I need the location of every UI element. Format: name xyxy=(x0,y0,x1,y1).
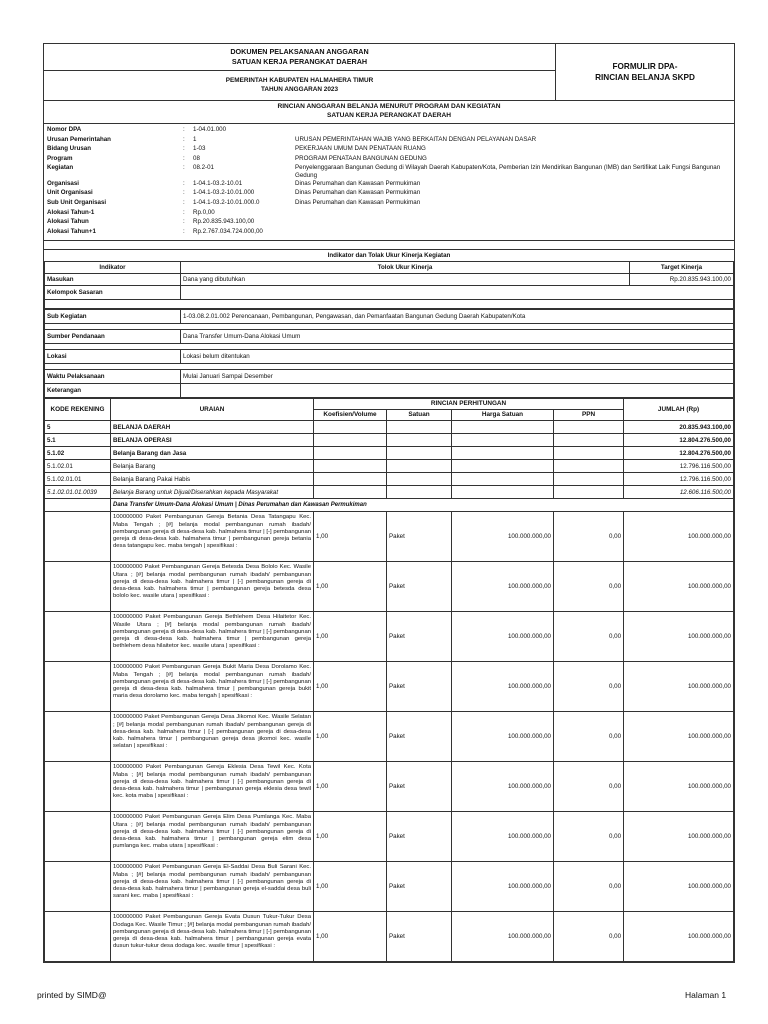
empty-cell xyxy=(45,712,111,762)
empty-cell xyxy=(452,434,554,447)
info-row xyxy=(47,189,731,199)
item-ppn: 0,00 xyxy=(554,812,624,862)
header-government: PEMERINTAH KABUPATEN HALMAHERA TIMUR xyxy=(225,76,374,84)
item-coefficient: 1,00 xyxy=(314,512,387,562)
empty-cell xyxy=(45,562,111,612)
info-label: Alokasi Tahun-1 xyxy=(47,208,95,216)
account-name: Belanja Barang xyxy=(111,460,314,473)
footer-printed-by: printed by SIMD@ xyxy=(37,990,107,1000)
info-row xyxy=(47,145,731,155)
info-description: PEKERJAAN UMUM DAN PENATAAN RUANG xyxy=(295,145,426,153)
info-value: 1-03 xyxy=(193,145,206,153)
info-description: Penyelenggaraan Bangunan Gedung di Wilayah Daerah Kabupaten/Kota, Pemberian Izin Mendirikan Bangunan (IMB) dan Sertifikat Laik Fungsi Bangunan Gedung xyxy=(295,164,721,180)
kinerja-table xyxy=(44,250,734,309)
item-coefficient: 1,00 xyxy=(314,812,387,862)
empty-cell xyxy=(452,486,554,499)
kinerja-col-target: Target Kinerja xyxy=(629,262,733,274)
kinerja-col-tolok: Tolok Ukur Kinerja xyxy=(181,262,630,274)
empty-cell xyxy=(387,460,452,473)
header-title-block xyxy=(44,44,555,71)
empty-cell xyxy=(45,762,111,812)
info-row xyxy=(47,228,731,238)
rincian-table xyxy=(44,398,734,962)
info-block xyxy=(44,124,734,241)
item-unit: Paket xyxy=(387,862,452,912)
item-amount: 100.000.000,00 xyxy=(624,712,734,762)
masukan-target: Rp.20.835.943.100,00 xyxy=(629,274,733,286)
item-unit: Paket xyxy=(387,912,452,962)
info-value: 1-04.1-03.2-10.01 xyxy=(193,179,243,187)
item-unit: Paket xyxy=(387,562,452,612)
empty-cell xyxy=(45,612,111,662)
item-unit-price: 100.000.000,00 xyxy=(452,712,554,762)
empty-cell xyxy=(554,447,624,460)
account-row xyxy=(45,421,734,434)
empty-cell xyxy=(554,434,624,447)
info-value: 08.2-01 xyxy=(193,164,214,172)
empty-cell xyxy=(45,912,111,962)
empty-cell xyxy=(554,421,624,434)
item-coefficient: 1,00 xyxy=(314,762,387,812)
info-label: Program xyxy=(47,154,73,162)
info-description: Dinas Perumahan dan Kawasan Permukiman xyxy=(295,189,421,197)
account-code: 5.1.02.01.01.0039 xyxy=(45,486,111,499)
empty-cell xyxy=(387,447,452,460)
item-coefficient: 1,00 xyxy=(314,712,387,762)
item-description: 100000000 Paket Pembangunan Gereja Evata Dusun Tukur-Tukur Desa Dodaga Kec. Wasile Timur ; [#] belanja modal pembangunan rumah ibadah/ pembangunan gereja di desa-desa kab. halmahera timur | [-] pembangunan gereja di desa-desa kab. halmahera timur | pembangunan gereja evata dusun tukur-tukur desa dodaga kec. wasile timur | spesifikasi : xyxy=(111,912,314,962)
item-unit: Paket xyxy=(387,512,452,562)
meta-value: Mulai Januari Sampai Desember xyxy=(181,370,734,384)
item-ppn: 0,00 xyxy=(554,562,624,612)
info-label: Kegiatan xyxy=(47,164,74,172)
meta-row xyxy=(45,310,734,324)
detail-item-row xyxy=(45,512,734,562)
kinerja-title: Indikator dan Tolak Ukur Kinerja Kegiatan xyxy=(45,250,734,262)
account-code: 5.1.02.01 xyxy=(45,460,111,473)
meta-label: Keterangan xyxy=(45,384,181,398)
item-description: 100000000 Paket Pembangunan Gereja Desa Jikomoi Kec. Wasile Selatan ; [#] belanja modal pembangunan rumah ibadah/ pembangunan gereja di desa-desa kab. halmahera timur | [-] pembangunan gereja di desa-desa kab. halmahera timur | pembangunan gereja desa jikomoi kec. wasile selatan | spesifikasi : xyxy=(111,712,314,762)
item-unit-price: 100.000.000,00 xyxy=(452,562,554,612)
detail-item-row xyxy=(45,912,734,962)
account-row xyxy=(45,447,734,460)
detail-item-row xyxy=(45,612,734,662)
info-label: Unit Organisasi xyxy=(47,189,93,197)
masukan-label: Masukan xyxy=(45,274,181,286)
item-unit-price: 100.000.000,00 xyxy=(452,912,554,962)
empty-cell xyxy=(387,434,452,447)
col-rincian-perhitungan: RINCIAN PERHITUNGAN xyxy=(314,399,624,410)
info-value: Rp.2.767.034.724.000,00 xyxy=(193,227,263,235)
account-name: Belanja Barang dan Jasa xyxy=(111,447,314,460)
kelompok-sasaran-value xyxy=(181,286,734,300)
info-row xyxy=(47,155,731,165)
dpa-document xyxy=(43,43,735,963)
info-colon: : xyxy=(183,208,185,216)
item-ppn: 0,00 xyxy=(554,662,624,712)
item-unit-price: 100.000.000,00 xyxy=(452,812,554,862)
masukan-tolok: Dana yang dibutuhkan xyxy=(181,274,630,286)
empty-cell xyxy=(314,421,387,434)
empty-cell xyxy=(314,473,387,486)
account-row xyxy=(45,473,734,486)
item-unit: Paket xyxy=(387,762,452,812)
info-value: 1-04.1-03.2-10.01.000 xyxy=(193,189,255,197)
col-harga-satuan: Harga Satuan xyxy=(452,410,554,421)
rincian-title-line1: RINCIAN ANGGARAN BELANJA MENURUT PROGRAM DAN KEGIATAN xyxy=(277,103,501,111)
item-amount: 100.000.000,00 xyxy=(624,762,734,812)
item-amount: 100.000.000,00 xyxy=(624,912,734,962)
item-unit: Paket xyxy=(387,712,452,762)
rincian-title xyxy=(44,101,734,124)
item-coefficient: 1,00 xyxy=(314,662,387,712)
info-colon: : xyxy=(183,218,185,226)
form-code-line1: FORMULIR DPA- xyxy=(612,61,678,71)
col-kode-rekening: KODE REKENING xyxy=(45,399,111,421)
info-colon: : xyxy=(183,164,185,172)
account-code: 5.1.02 xyxy=(45,447,111,460)
info-label: Alokasi Tahun xyxy=(47,218,89,226)
info-row xyxy=(47,164,731,180)
info-row xyxy=(47,180,731,190)
account-row xyxy=(45,460,734,473)
item-ppn: 0,00 xyxy=(554,862,624,912)
detail-item-row xyxy=(45,862,734,912)
meta-table xyxy=(44,309,734,398)
item-amount: 100.000.000,00 xyxy=(624,812,734,862)
empty-cell xyxy=(452,460,554,473)
info-row xyxy=(47,218,731,228)
empty-cell xyxy=(314,447,387,460)
empty-cell xyxy=(452,447,554,460)
header-title-line2: SATUAN KERJA PERANGKAT DAERAH xyxy=(231,57,368,66)
meta-label: Sumber Pendanaan xyxy=(45,330,181,344)
meta-value: Dana Transfer Umum-Dana Alokasi Umum xyxy=(181,330,734,344)
funding-group-label: Dana Transfer Umum-Dana Alokasi Umum | Dinas Perumahan dan Kawasan Permukiman xyxy=(111,499,734,512)
header-fiscal-year: TAHUN ANGGARAN 2023 xyxy=(260,85,339,93)
item-unit-price: 100.000.000,00 xyxy=(452,662,554,712)
item-unit: Paket xyxy=(387,662,452,712)
info-value: Rp.0,00 xyxy=(193,208,215,216)
item-amount: 100.000.000,00 xyxy=(624,662,734,712)
empty-cell xyxy=(452,421,554,434)
info-value: 1 xyxy=(193,135,197,143)
item-description: 100000000 Paket Pembangunan Gereja Elim Desa Pumlanga Kec. Maba Utara ; [#] belanja modal pembangunan rumah ibadah/ pembangunan gereja di desa-desa kab. halmahera timur | [-] pembangunan gereja di desa-desa kab. halmahera timur | pembangunan gereja elim desa pumlanga kec. maba utara | spesifikasi : xyxy=(111,812,314,862)
item-coefficient: 1,00 xyxy=(314,562,387,612)
meta-row xyxy=(45,384,734,398)
item-unit-price: 100.000.000,00 xyxy=(452,612,554,662)
meta-row xyxy=(45,370,734,384)
account-amount: 12.804.276.500,00 xyxy=(624,447,734,460)
col-ppn: PPN xyxy=(554,410,624,421)
item-ppn: 0,00 xyxy=(554,712,624,762)
item-description: 100000000 Paket Pembangunan Gereja Betesda Desa Bololo Kec. Wasile Utara ; [#] belanja modal pembangunan rumah ibadah/ pembangunan gereja di desa-desa kab. halmahera timur | [-] pembangunan gereja di desa-desa kab. halmahera timur | pembangunan gereja betesda desa bololo kec. wasile utara | spesifikasi : xyxy=(111,562,314,612)
footer-page-number: Halaman 1 xyxy=(685,990,727,1000)
item-ppn: 0,00 xyxy=(554,612,624,662)
item-ppn: 0,00 xyxy=(554,912,624,962)
item-coefficient: 1,00 xyxy=(314,862,387,912)
info-value: Rp.20.835.943.100,00 xyxy=(193,218,255,226)
account-amount: 12.804.276.500,00 xyxy=(624,434,734,447)
detail-item-row xyxy=(45,812,734,862)
meta-value: 1-03.08.2.01.002 Perencanaan, Pembangunan, Pengawasan, dan Pemanfaatan Bangunan Gedung Daerah Kabupaten/Kota xyxy=(181,310,734,324)
account-name: BELANJA OPERASI xyxy=(111,434,314,447)
account-amount: 12.606.116.500,00 xyxy=(624,486,734,499)
meta-label: Waktu Pelaksanaan xyxy=(45,370,181,384)
meta-label: Sub Kegiatan xyxy=(45,310,181,324)
item-unit: Paket xyxy=(387,612,452,662)
info-value: 1-04.1-03.2-10.01.000.0 xyxy=(193,199,260,207)
info-label: Organisasi xyxy=(47,179,79,187)
info-colon: : xyxy=(183,135,185,143)
item-amount: 100.000.000,00 xyxy=(624,512,734,562)
info-row xyxy=(47,209,731,219)
info-colon: : xyxy=(183,179,185,187)
info-row xyxy=(47,199,731,209)
item-ppn: 0,00 xyxy=(554,762,624,812)
item-ppn: 0,00 xyxy=(554,512,624,562)
col-uraian: URAIAN xyxy=(111,399,314,421)
info-colon: : xyxy=(183,145,185,153)
item-unit-price: 100.000.000,00 xyxy=(452,762,554,812)
empty-cell xyxy=(314,460,387,473)
meta-value: Lokasi belum ditentukan xyxy=(181,350,734,364)
item-description: 100000000 Paket Pembangunan Gereja El-Saddai Desa Buli Sarani Kec. Maba ; [#] belanja modal pembangunan rumah ibadah/ pembangunan gereja di desa-desa kab. halmahera timur | [-] pembangunan gereja di desa-desa kab. halmahera timur | pembangunan gereja el-saddai desa buli sarani kec. maba | spesifikasi : xyxy=(111,862,314,912)
detail-item-row xyxy=(45,562,734,612)
account-name: Belanja Barang untuk Dijual/Diserahkan kepada Masyarakat xyxy=(111,486,314,499)
info-description: URUSAN PEMERINTAHAN WAJIB YANG BERKAITAN DENGAN PELAYANAN DASAR xyxy=(295,135,537,143)
account-name: BELANJA DAERAH xyxy=(111,421,314,434)
account-code: 5 xyxy=(45,421,111,434)
form-code-line2: RINCIAN BELANJA SKPD xyxy=(595,73,695,82)
info-label: Sub Unit Organisasi xyxy=(47,199,107,207)
item-unit: Paket xyxy=(387,812,452,862)
account-amount: 20.835.943.100,00 xyxy=(624,421,734,434)
meta-value xyxy=(181,384,734,398)
item-amount: 100.000.000,00 xyxy=(624,862,734,912)
item-coefficient: 1,00 xyxy=(314,612,387,662)
empty-cell xyxy=(554,460,624,473)
info-value: 1-04.01.000 xyxy=(193,126,227,133)
info-description: Dinas Perumahan dan Kawasan Permukiman xyxy=(295,199,421,207)
empty-cell xyxy=(387,473,452,486)
info-description: PROGRAM PENATAAN BANGUNAN GEDUNG xyxy=(295,154,427,162)
empty-cell xyxy=(314,434,387,447)
account-code: 5.1.02.01.01 xyxy=(45,473,111,486)
detail-item-row xyxy=(45,762,734,812)
empty-cell xyxy=(387,486,452,499)
header-form-code xyxy=(556,44,734,100)
empty-cell xyxy=(554,486,624,499)
meta-row xyxy=(45,330,734,344)
funding-group-row xyxy=(45,499,734,512)
empty-cell xyxy=(452,473,554,486)
info-colon: : xyxy=(183,199,185,207)
account-amount: 12.796.116.500,00 xyxy=(624,473,734,486)
spacer-row xyxy=(45,300,734,309)
header-title-line1: DOKUMEN PELAKSANAAN ANGGARAN xyxy=(230,47,369,57)
account-code: 5.1 xyxy=(45,434,111,447)
account-amount: 12.796.116.500,00 xyxy=(624,460,734,473)
item-unit-price: 100.000.000,00 xyxy=(452,862,554,912)
rincian-title-line2: SATUAN KERJA PERANGKAT DAERAH xyxy=(326,112,452,119)
account-row xyxy=(45,434,734,447)
info-row xyxy=(47,136,731,146)
item-description: 100000000 Paket Pembangunan Gereja Eklesia Desa Tewil Kec. Kota Maba ; [#] belanja modal pembangunan rumah ibadah/ pembangunan gereja di desa-desa kab. halmahera timur | [-] pembangunan gereja di desa-desa kab. halmahera timur | pembangunan gereja eklesia desa tewil kec. kota maba | spesifikasi : xyxy=(111,762,314,812)
account-name: Belanja Barang Pakai Habis xyxy=(111,473,314,486)
info-label: Nomor DPA xyxy=(47,126,82,133)
header-left xyxy=(44,44,556,100)
empty-cell xyxy=(45,662,111,712)
kelompok-sasaran-label: Kelompok Sasaran xyxy=(45,286,181,300)
account-row xyxy=(45,486,734,499)
detail-item-row xyxy=(45,712,734,762)
empty-cell xyxy=(554,473,624,486)
info-description: Dinas Perumahan dan Kawasan Permukiman xyxy=(295,179,421,187)
empty-cell xyxy=(45,512,111,562)
document-header xyxy=(44,44,734,101)
item-coefficient: 1,00 xyxy=(314,912,387,962)
empty-cell xyxy=(387,421,452,434)
empty-cell xyxy=(45,862,111,912)
kinerja-col-indikator: Indikator xyxy=(45,262,181,274)
info-value: 08 xyxy=(193,154,200,162)
info-colon: : xyxy=(183,154,185,162)
item-description: 100000000 Paket Pembangunan Gereja Bethlehem Desa Hilaitetor Kec. Wasile Utara ; [#] belanja modal pembangunan rumah ibadah/ pembangunan gereja di desa-desa kab. halmahera timur | [-] pembangunan gereja di desa-desa kab. halmahera timur | pembangunan gereja bethlehem desa hilaitetor kec. wasile utara | spesifikasi : xyxy=(111,612,314,662)
col-satuan: Satuan xyxy=(387,410,452,421)
info-label: Bidang Urusan xyxy=(47,145,92,153)
item-amount: 100.000.000,00 xyxy=(624,562,734,612)
item-description: 100000000 Paket Pembangunan Gereja Bukit Maria Desa Dorolamo Kec. Maba Tengah ; [#] belanja modal pembangunan rumah ibadah/ pembangunan gereja di desa-desa kab. halmahera timur | [-] pembangunan gereja di desa-desa kab. halmahera timur | pembangunan gereja bukit maria desa dorolamo kec. maba tengah | spesifikasi : xyxy=(111,662,314,712)
meta-label: Lokasi xyxy=(45,350,181,364)
info-colon: : xyxy=(183,189,185,197)
info-row xyxy=(47,126,731,136)
empty-cell xyxy=(45,812,111,862)
col-jumlah: JUMLAH (Rp) xyxy=(624,399,734,421)
empty-cell xyxy=(45,499,111,512)
info-label: Urusan Pemerintahan xyxy=(47,135,111,143)
detail-item-row xyxy=(45,662,734,712)
spacer xyxy=(44,241,734,250)
header-subtitle-block xyxy=(44,71,555,100)
item-description: 100000000 Paket Pembangunan Gereja Betania Desa Tatangapu Kec. Maba Tengah ; [#] belanja modal pembangunan rumah ibadah/ pembangunan gereja di desa-desa kab. halmahera timur | [-] pembangunan gereja di desa-desa kab. halmahera timur | pembangunan gereja betania desa tatangapu kec. maba tengah | spesifikasi : xyxy=(111,512,314,562)
item-unit-price: 100.000.000,00 xyxy=(452,512,554,562)
info-colon: : xyxy=(183,227,185,235)
empty-cell xyxy=(314,486,387,499)
col-koefisien: Koefisien/Volume xyxy=(314,410,387,421)
info-colon: : xyxy=(183,126,185,133)
item-amount: 100.000.000,00 xyxy=(624,612,734,662)
info-label: Alokasi Tahun+1 xyxy=(47,227,96,235)
meta-row xyxy=(45,350,734,364)
